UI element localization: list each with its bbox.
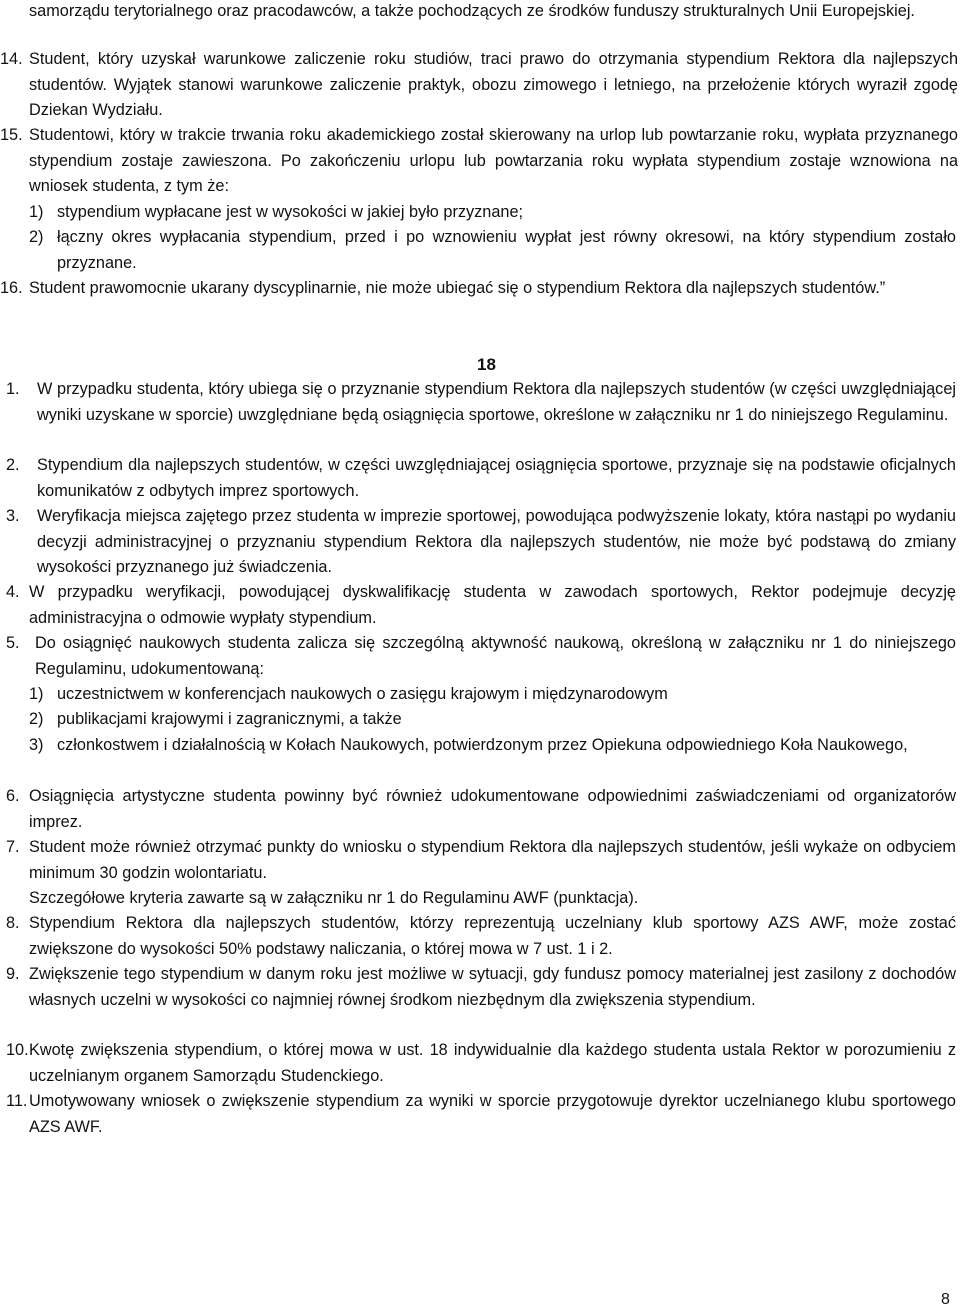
item-number: 3. [6,507,20,525]
subitem-number: 2) [29,228,44,246]
subitem-text: stypendium wypłacane jest w wysokości w jakiej było przyznane; [57,203,524,221]
item-text: Osiągnięcia artystyczne studenta powinny być również udokumentowane odpowiednimi zaświadczeniami od organizatorów imprez. [29,787,956,831]
item-number: 7. [6,838,20,856]
item-text: Student, który uzyskał warunkowe zaliczenie roku studiów, traci prawo do otrzymania stypendium Rektora dla najlepszych studentów. Wyjątek stanowi warunkowe zaliczenie praktyk, obozu zimowego i letniego, na przełożenie których wyraził zgodę Dziekan Wydziału. [29,50,958,120]
item-number: 9. [6,965,20,983]
section-item-6 [6,784,956,835]
item-7-note: Szczegółowe kryteria zawarte są w załączniku nr 1 do Regulaminu AWF (punktacja). [29,889,639,907]
item-text: Stypendium Rektora dla najlepszych studentów, którzy reprezentują uczelniany klub sportowy AZS AWF, może zostać zwiększone do wysokości 50% podstawy naliczania, o której mowa w 7 ust. 1 i 2. [29,914,956,958]
subitem-text: publikacjami krajowymi i zagranicznymi, a także [57,710,402,728]
item-text: Student może również otrzymać punkty do wniosku o stypendium Rektora dla najlepszych studentów, jeśli wykaże on odbyciem minimum 30 godzin wolontariatu. [29,838,956,882]
subitem-number: 1) [29,203,44,221]
item-number: 11. [6,1092,28,1110]
paragraph-item-14 [0,47,958,124]
item-number: 16. [0,279,23,297]
subitem-number: 2) [29,710,44,728]
page-number: 8 [941,1291,950,1308]
paragraph-item-15 [0,123,958,200]
subitem-5-1 [29,682,956,708]
subitem-text: członkostwem i działalnością w Kołach Naukowych, potwierdzonym przez Opiekuna odpowiedniego Koła Naukowego, [57,736,908,754]
item-number: 1. [6,380,20,398]
item-text: Zwiększenie tego stypendium w danym roku jest możliwe w sytuacji, gdy fundusz pomocy materialnej jest zasilony z dochodów własnych uczelni w wysokości co najmniej równej środkom niezbędnym dla zwiększenia stypendium. [29,965,956,1009]
item-text: Stypendium dla najlepszych studentów, w części uwzględniającej osiągnięcia sportowe, przyznaje się na podstawie oficjalnych komunikatów z odbytych imprez sportowych. [37,456,956,500]
subitem-number: 3) [29,736,44,754]
section-item-5 [6,631,956,682]
subitem-5-2 [29,707,956,733]
section-item-7 [6,835,956,886]
item-text: Kwotę zwiększenia stypendium, o której mowa w ust. 18 indywidualnie dla każdego studenta ustala Rektor w porozumieniu z uczelnianym organem Samorządu Studenckiego. [29,1041,956,1085]
section-item-1 [6,377,956,428]
subitem-number: 1) [29,685,44,703]
item-number: 14. [0,50,23,68]
item-text: W przypadku studenta, który ubiega się o przyznanie stypendium Rektora dla najlepszych studentów (w części uwzględniającej wyniki uzyskane w sporcie) uwzględniane będą osiągnięcia sportowe, określone w załączniku nr 1 do niniejszego Regulaminu. [37,380,956,424]
subitem-text: łączny okres wypłacania stypendium, przed i po wznowieniu wypłat jest równy okresowi, na który stypendium zostało przyznane. [57,228,956,272]
item-text: Umotywowany wniosek o zwiększenie stypendium za wyniki w sporcie przygotowuje dyrektor uczelnianego klubu sportowego AZS AWF. [29,1092,956,1136]
subitem-15-1 [29,200,956,226]
item-number: 5. [6,634,20,652]
section-item-10 [6,1038,956,1089]
item-number: 4. [6,583,20,601]
subitem-15-2 [29,225,956,276]
section-item-11 [6,1089,956,1140]
item-text: Do osiągnięć naukowych studenta zalicza się szczególną aktywność naukową, określoną w załączniku nr 1 do niniejszego Regulaminu, udokumentowaną: [35,634,956,678]
item-text: Studentowi, który w trakcie trwania roku akademickiego został skierowany na urlop lub powtarzanie roku, wypłata przyznanego stypendium zostaje zawieszona. Po zakończeniu urlopu lub powtarzania roku wypłata stypendium zostaje wznowiona na wniosek studenta, z tym że: [29,126,958,196]
section-item-2 [6,453,956,504]
subitem-text: uczestnictwem w konferencjach naukowych o zasięgu krajowym i międzynarodowym [57,685,668,703]
item-number: 2. [6,456,20,474]
section-item-9 [6,962,956,1013]
section-item-8 [6,911,956,962]
item-text: W przypadku weryfikacji, powodującej dyskwalifikację studenta w zawodach sportowych, Rektor podejmuje decyzję administracyjna o odmowie wypłaty stypendium. [29,583,956,627]
item-number: 8. [6,914,20,932]
section-item-4 [6,580,956,631]
paragraph-item-16 [0,276,958,302]
item-number: 15. [0,126,23,144]
section-item-3 [6,504,956,581]
continuation-paragraph: samorządu terytorialnego oraz pracodawców, a także pochodzących ze środków funduszy strukturalnych Unii Europejskiej. [29,2,915,20]
item-number: 6. [6,787,20,805]
section-heading: 18 [477,355,496,374]
item-number: 10. [6,1041,29,1059]
subitem-5-3 [29,733,956,759]
item-text: Weryfikacja miejsca zajętego przez studenta w imprezie sportowej, powodująca podwyższenie lokaty, która nastąpi po wydaniu decyzji administracyjnej o przyznaniu stypendium Rektora dla najlepszych studentów, nie może być podstawą do zmiany wysokości przyznanego już świadczenia. [37,507,956,577]
item-text: Student prawomocnie ukarany dyscyplinarnie, nie może ubiegać się o stypendium Rektora dla najlepszych studentów.” [29,279,886,297]
